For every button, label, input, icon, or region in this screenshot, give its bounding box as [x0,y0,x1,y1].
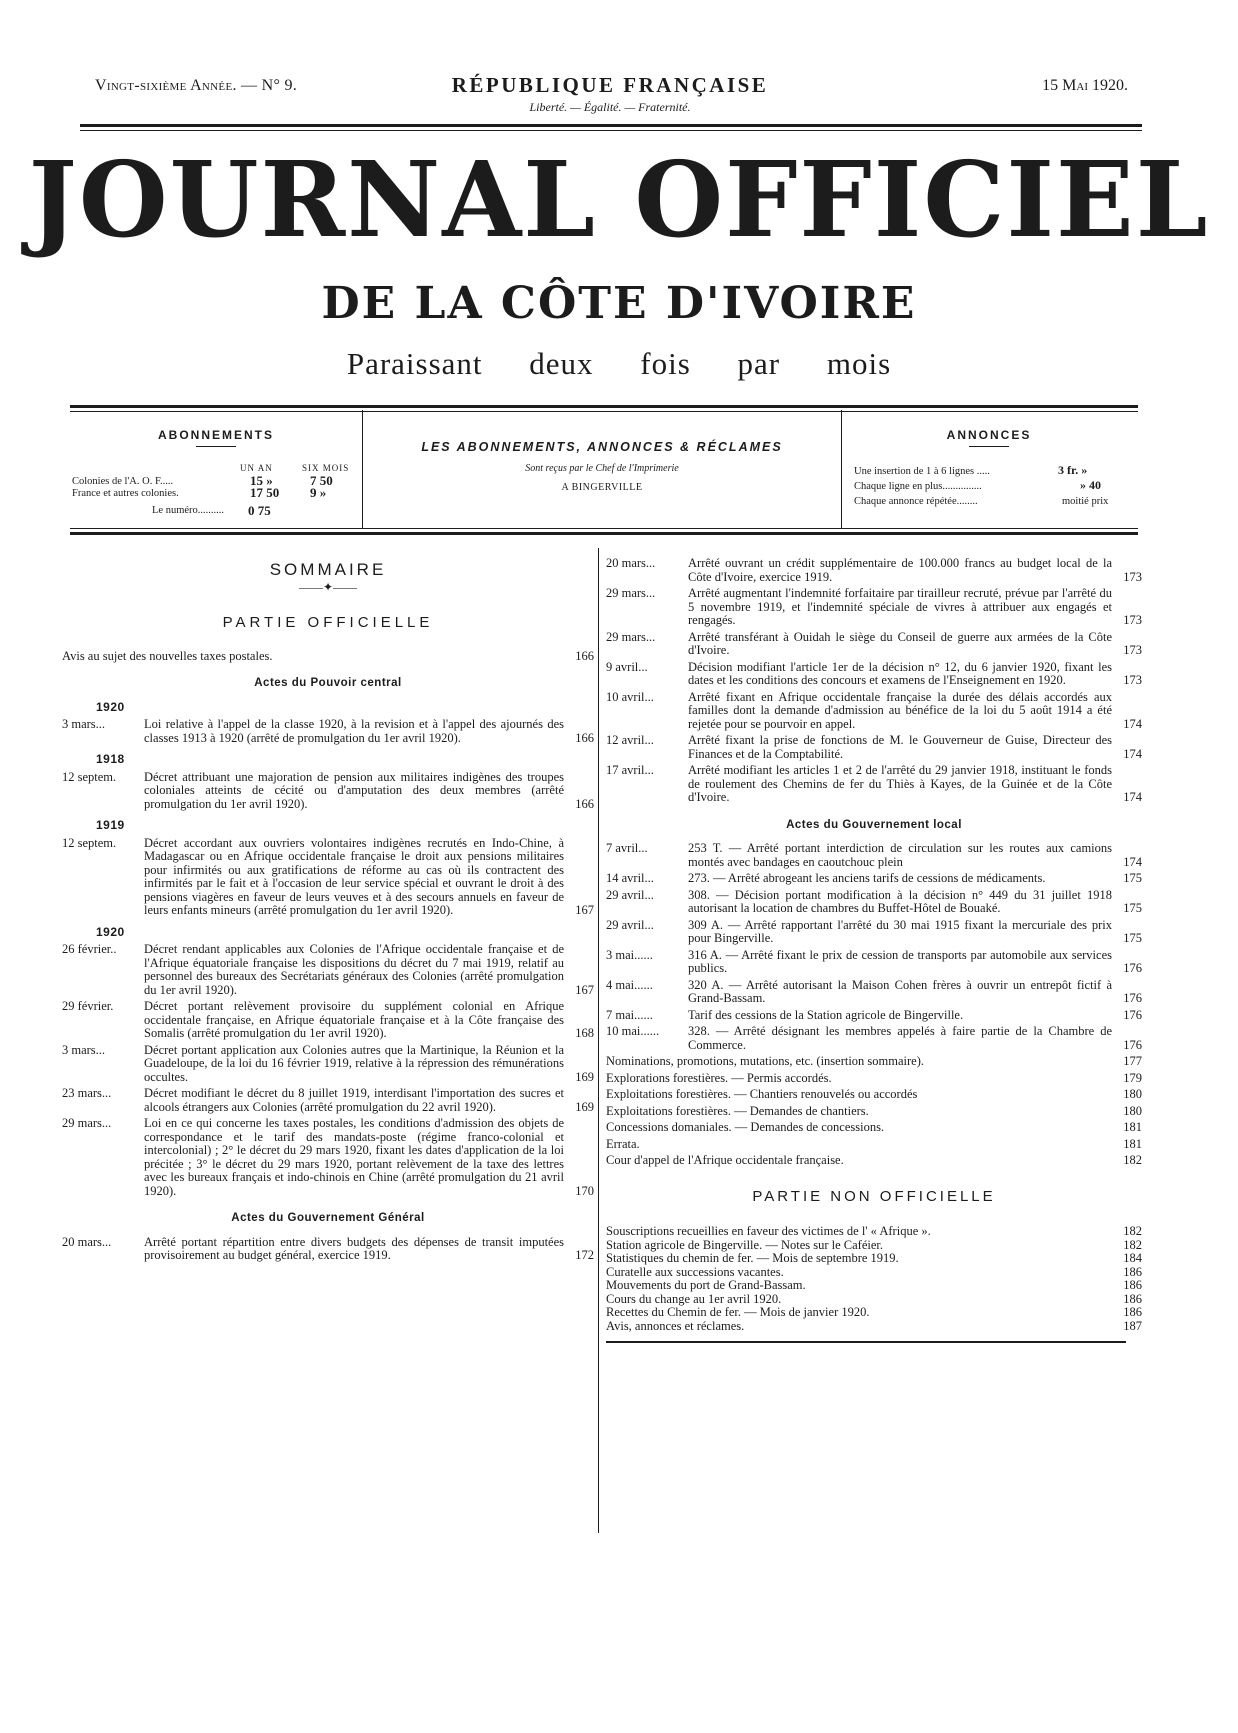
entries-misc [606,1055,1142,1168]
entry-date: 29 mars... [606,586,656,600]
annonce-rate-label: Chaque annonce répétée........ [854,496,978,507]
entry-page: 182 [1123,1153,1142,1167]
sommaire-entry [606,1025,1142,1052]
single-issue-price: 0 75 [248,503,271,518]
band-rule-thick [70,532,1138,535]
subscription-row-label: Colonies de l'A. O. F..... [72,476,174,487]
sommaire-line [606,1266,1142,1280]
entries-non-officielle [606,1225,1142,1333]
sommaire-entry [62,1087,594,1114]
subscription-row-six: 7 50 [310,473,333,488]
entry-date: 26 février.. [62,942,117,956]
entry-page: 186 [1123,1305,1142,1319]
entry-page: 173 [1123,569,1142,584]
entry-text: Recettes du Chemin de fer. — Mois de janvier 1920. [606,1305,870,1319]
sommaire-entry [606,691,1142,732]
entry-page: 187 [1123,1318,1142,1333]
printing-office-received: Sont reçus par le Chef de l'Imprimerie [525,463,679,474]
entry-text: 328. — Arrêté désignant les membres appelés à faire partie de la Chambre de Commerce. [688,1024,1112,1052]
sommaire-entry [606,949,1142,976]
entry-text: Arrêté fixant en Afrique occidentale française la durée des délais accordés aux familles dont la demande d'admission au bénéfice de la loi du 5 août 1914 a été rejetée pour se pourvoir en appel. [688,689,1112,731]
column-divider [598,548,599,1533]
republic-header [400,73,820,115]
sommaire-entry [606,631,1142,658]
single-issue-label: Le numéro.......... [152,505,225,516]
entry-page: 186 [1123,1264,1142,1279]
sommaire-entry [606,734,1142,761]
entry-date: 10 mai...... [606,1024,660,1038]
sommaire-line [606,1320,1142,1334]
sommaire-entry [62,1117,594,1198]
printing-office-place: A BINGERVILLE [561,482,643,493]
entry-date: 17 avril... [606,763,654,777]
sommaire-entry [606,661,1142,688]
partie-officielle-heading: PARTIE OFFICIELLE [222,614,434,631]
sommaire-entry [606,587,1142,628]
entry-text: Arrêté portant répartition entre divers budgets des dépenses de transit imputées provisoirement au budget général, exercice 1919. [144,1234,564,1262]
year-heading: 1919 [96,818,125,832]
annonce-rate-price: 3 fr. » [1058,463,1088,477]
entry-page: 175 [1123,871,1142,885]
entry-date: 14 avril... [606,871,654,885]
entry-text: Cours du change au 1er avril 1920. [606,1291,782,1306]
masthead-rule-thick [70,405,1138,408]
sommaire-line [606,1055,1142,1069]
sommaire-line [606,1121,1142,1135]
sommaire-entry [62,837,594,918]
entries-gouvernement-local [606,842,1142,1052]
entry-text: Statistiques du chemin de fer. — Mois de septembre 1919. [606,1251,899,1265]
entry-page: 176 [1123,991,1142,1005]
entry-date: 12 septem. [62,835,117,850]
entry-page: 172 [575,1248,594,1262]
entry-text: Décret rendant applicables aux Colonies de l'Afrique occidentale française et de l'Afrique équatoriale française les dispositions du décret du 7 mai 1919, relatif au personnel des bureaux des Secrétariats généraux des Colonies (arrêté promulgation du 1er avril 1920). [144,942,564,997]
entries-gouvernement-general [62,1236,594,1263]
entry-text: Exploitations forestières. — Demandes de chantiers. [606,1103,869,1118]
sommaire-line [606,1138,1142,1152]
entries-pouvoir-central-1920 [62,718,594,745]
sommaire-entry [606,764,1142,805]
sommaire-entry [606,979,1142,1006]
sommaire-entry [62,1000,594,1041]
entry-page: 180 [1123,1087,1142,1101]
entry-page: 176 [1123,1007,1142,1022]
entry-page: 181 [1123,1120,1142,1134]
entry-text: Arrêté transférant à Ouidah le siège du Conseil de guerre aux armées de la Côte d'Ivoire. [688,629,1112,657]
entry-text: Errata. [606,1136,640,1151]
pouvoir-central-heading: Actes du Pouvoir central [254,677,402,689]
entry-page: 167 [575,982,594,997]
entry-text: Décret accordant aux ouvriers volontaires indigènes recrutés en Indo-Chine, à Madagascar ou en Afrique occidentale française le droit aux pensions militaires pour infirmités ou aux gratifications de réforme au cas où ils contractent des infirmités par le fait et à l'occasion de leur service spécial et ouvrant le droit à des pensions viagères en faveur de leurs veuves et à des secours annuels en faveur de leurs enfants mineurs (arrêté promulgation du 1er avril 1920). [144,835,564,917]
entry-date: 29 avril... [606,917,654,932]
entry-page: 173 [1123,613,1142,627]
republic-title: RÉPUBLIQUE FRANÇAISE [451,73,769,97]
entry-date: 23 mars... [62,1086,112,1100]
sommaire-line [606,1088,1142,1102]
entry-page: 166 [575,730,594,745]
entry-date: 7 avril... [606,841,648,855]
entry-text: 308. — Décision portant modification à la décision n° 449 du 31 juillet 1918 autorisant la location de chambres du Buffet-Hôtel de Bouaké. [688,887,1112,915]
entry-text: 316 A. — Arrêté fixant le prix de cession de transports par automobile aux services publics. [688,947,1112,975]
entry-page: 176 [1123,961,1142,975]
entry-date: 29 mars... [606,629,656,644]
entry-text: Exploitations forestières. — Chantiers renouvelés ou accordés [606,1087,918,1101]
issue-number: Vingt-sixième Année. — N° 9. [95,77,298,94]
journal-subtitle: DE LA CÔTE D'IVOIRE [321,278,917,329]
entry-date: 20 mars... [62,1234,112,1249]
annonce-rate-price: moitié prix [1062,496,1109,507]
entry-date: 4 mai...... [606,977,653,992]
avis-text: Avis au sujet des nouvelles taxes postales. [62,648,273,663]
entries-pouvoir-central-1920b [62,943,594,1198]
entry-page: 177 [1123,1054,1142,1068]
sommaire-entry [62,1044,594,1085]
sommaire-entry [606,872,1142,886]
sommaire-entry [62,943,594,997]
sommaire-entry [62,718,594,745]
subscription-row-label: France et autres colonies. [72,488,179,499]
sommaire-line [606,1252,1142,1266]
sommaire-entry [606,1009,1142,1023]
sommaire-line [606,1105,1142,1119]
sommaire-line [606,1225,1142,1239]
entry-page: 174 [1123,746,1142,761]
end-rule [606,1341,1126,1343]
annonce-rate-price: » 40 [1080,478,1101,492]
entry-text: Arrêté fixant la prise de fonctions de M. le Gouverneur de Guise, Directeur des Finances et de la Comptabilité. [688,733,1112,761]
annonce-rate-label: Une insertion de 1 à 6 lignes ..... [854,466,990,477]
entry-page: 175 [1123,931,1142,945]
annonces-heading-rule [969,446,1009,447]
sommaire-line [606,1154,1142,1168]
entry-text: Curatelle aux successions vacantes. [606,1264,784,1279]
entry-page: 170 [575,1183,594,1198]
partie-non-officielle-heading: PARTIE NON OFFICIELLE [752,1187,996,1205]
entry-date: 3 mars... [62,717,106,731]
avis-entry [62,650,594,664]
entry-page: 173 [1123,643,1142,657]
annonces-box [840,410,1138,528]
sommaire-line [606,1293,1142,1307]
entry-text: Décret portant application aux Colonies autres que la Martinique, la Réunion et la Guadeloupe, de la loi du 16 février 1919, relative à la répression des rémunérations occultes. [144,1042,564,1084]
band-rule-thin [70,528,1138,529]
entry-text: Concessions domaniales. — Demandes de concessions. [606,1120,885,1134]
entry-page: 168 [575,1026,594,1040]
entry-page: 174 [1123,790,1142,804]
entry-text: Souscriptions recueillies en faveur des victimes de l' « Afrique ». [606,1224,931,1238]
entry-text: 309 A. — Arrêté rapportant l'arrêté du 30 mai 1915 fixant la mercuriale des prix pour Bingerville. [688,917,1112,945]
sommaire-title: SOMMAIRE [269,560,387,579]
year-heading: 1920 [96,699,125,714]
subscription-band [70,410,1138,530]
printing-office-box [362,410,842,528]
subscriptions-col-year: UN AN [240,463,273,473]
sommaire-line [606,1239,1142,1253]
entry-text: 273. — Arrêté abrogeant les anciens tarifs de cessions de médicaments. [688,871,1046,885]
subscription-row-year: 17 50 [250,485,280,500]
subscriptions-heading-rule [196,446,236,447]
avis-page: 166 [575,648,594,663]
issue-date: 15 Mai 1920. [1042,77,1128,94]
entry-text: Nominations, promotions, mutations, etc. (insertion sommaire). [606,1054,925,1068]
entry-page: 176 [1123,1037,1142,1052]
entry-date: 12 septem. [62,769,117,784]
entry-text: Arrêté augmentant l'indemnité forfaitaire par tirailleur recruté, prévue par l'arrêté du 5 novembre 1919, et l'indemnité spéciale de vivres à attribuer aux engagés et rengagés. [688,586,1112,627]
entry-date: 10 avril... [606,689,654,704]
entry-date: 12 avril... [606,733,654,747]
header-rule-thin [80,130,1142,131]
entry-date: 9 avril... [606,659,648,674]
entry-date: 29 février. [62,999,114,1013]
printing-office-heading: LES ABONNEMENTS, ANNONCES & RÉCLAMES [421,440,783,454]
entry-text: Décret modifiant le décret du 8 juillet 1919, interdisant l'importation des sucres et alcools étrangers aux Colonies (arrêté promulgation du 22 avril 1920). [144,1086,564,1114]
publication-frequency: Paraissant deux fois par mois [346,346,892,381]
entry-text: Cour d'appel de l'Afrique occidentale française. [606,1153,844,1167]
entry-page: 186 [1123,1278,1142,1292]
entry-page: 175 [1123,901,1142,915]
entry-page: 184 [1123,1251,1142,1265]
entries-pouvoir-central-1918 [62,771,594,812]
sommaire-entry [62,771,594,812]
entry-date: 29 avril... [606,887,654,902]
entry-page: 174 [1123,854,1142,869]
sommaire-entry [606,842,1142,869]
annonces-heading: ANNONCES [946,428,1032,442]
sommaire-ornament: ——✦—— [298,579,358,594]
entry-text: Arrêté ouvrant un crédit supplémentaire de 100.000 francs au budget local de la Côte d'Ivoire, exercice 1919. [688,556,1112,584]
subscription-row-six: 9 » [310,485,327,500]
entry-page: 179 [1123,1070,1142,1085]
sommaire-left-column [62,545,594,1266]
entry-page: 182 [1123,1237,1142,1252]
entry-text: Loi en ce qui concerne les taxes postales, les conditions d'admission des objets de correspondance et le tarif des mandats-poste (régime franco-colonial et intercolonial) ; 2° le décret du 29 mars 1920, fixant les dates d'application de la loi précitée ; 3° le décret du 29 mars 1920, portant relèvement de la taxe des lettres avec les bureaux français et indo-chinois en Chine (arrêté promulgation du 21 avril 1920). [144,1116,564,1198]
entry-page: 169 [575,1099,594,1114]
subscriptions-col-six: SIX MOIS [302,463,350,473]
entry-page: 167 [575,903,594,917]
entry-text: Décision modifiant l'article 1er de la décision n° 12, du 6 janvier 1920, fixant les dates et les conditions des concours et examens de l'Enseignement en 1920. [688,659,1112,687]
entry-page: 166 [575,796,594,811]
sommaire-entry [606,919,1142,946]
entry-page: 174 [1123,716,1142,731]
entry-text: 253 T. — Arrêté portant interdiction de circulation sur les routes aux camions montés avec bandages en caoutchouc plein [688,841,1112,869]
entry-date: 3 mars... [62,1042,106,1057]
entry-page: 173 [1123,673,1142,687]
sommaire-entry [606,557,1142,584]
entry-page: 186 [1123,1291,1142,1306]
year-heading: 1918 [96,752,125,766]
entry-text: Arrêté modifiant les articles 1 et 2 de l'arrêté du 29 janvier 1918, instituant le fonds de roulement des Chemins de fer du Thiès à Kayes, de la Guinée et de la Côte d'Ivoire. [688,763,1112,804]
sommaire-right-column [606,545,1142,1343]
entries-gouvernement-general-cont [606,557,1142,805]
entry-text: Loi relative à l'appel de la classe 1920, à la revision et à l'appel des ajournés des classes 1913 à 1920 (arrêté de promulgation du 1er avril 1920). [144,717,564,745]
entry-text: Mouvements du port de Grand-Bassam. [606,1278,806,1292]
entry-date: 20 mars... [606,556,656,570]
gouvernement-local-heading: Actes du Gouvernement local [786,818,962,831]
entries-pouvoir-central-1919 [62,837,594,918]
sommaire-line [606,1306,1142,1320]
sommaire-line [606,1279,1142,1293]
entry-text: Décret attribuant une majoration de pension aux militaires indigènes des troupes coloniales atteints de cécité ou d'amputation des deux membres (arrêté promulgation du 1er avril 1920). [144,769,564,811]
entry-text: 320 A. — Arrêté autorisant la Maison Cohen frères à ouvrir un entrepôt fictif à Grand-Bassam. [688,977,1112,1005]
sommaire-entry [606,889,1142,916]
gouvernement-general-heading: Actes du Gouvernement Général [231,1212,425,1224]
journal-title: JOURNAL OFFICIEL [28,138,1210,261]
entry-text: Explorations forestières. — Permis accordés. [606,1070,832,1085]
entry-text: Décret portant relèvement provisoire du supplément colonial en Afrique occidentale française, en Afrique équatoriale française et à la Côte française des Somalis (arrêté promulgation du 1er avril 1920). [144,999,564,1040]
entry-date: 29 mars... [62,1116,112,1130]
year-heading: 1920 [96,924,125,939]
entry-date: 7 mai...... [606,1007,653,1022]
entry-page: 181 [1123,1136,1142,1151]
entry-page: 180 [1123,1103,1142,1118]
entry-page: 182 [1123,1224,1142,1238]
sommaire-entry [62,1236,594,1263]
subscriptions-heading: ABONNEMENTS [157,428,274,442]
entry-text: Tarif des cessions de la Station agricole de Bingerville. [688,1007,964,1022]
entry-date: 3 mai...... [606,947,653,962]
entry-text: Avis, annonces et réclames. [606,1318,745,1333]
entry-page: 169 [575,1069,594,1084]
subscriptions-box [70,410,362,528]
annonce-rate-label: Chaque ligne en plus............... [854,481,982,492]
sommaire-line [606,1072,1142,1086]
header-rule-thick [80,124,1142,127]
subscription-row-year: 15 » [250,473,273,488]
motto: Liberté. — Égalité. — Fraternité. [529,100,691,114]
entry-text: Station agricole de Bingerville. — Notes sur le Caféier. [606,1237,884,1252]
